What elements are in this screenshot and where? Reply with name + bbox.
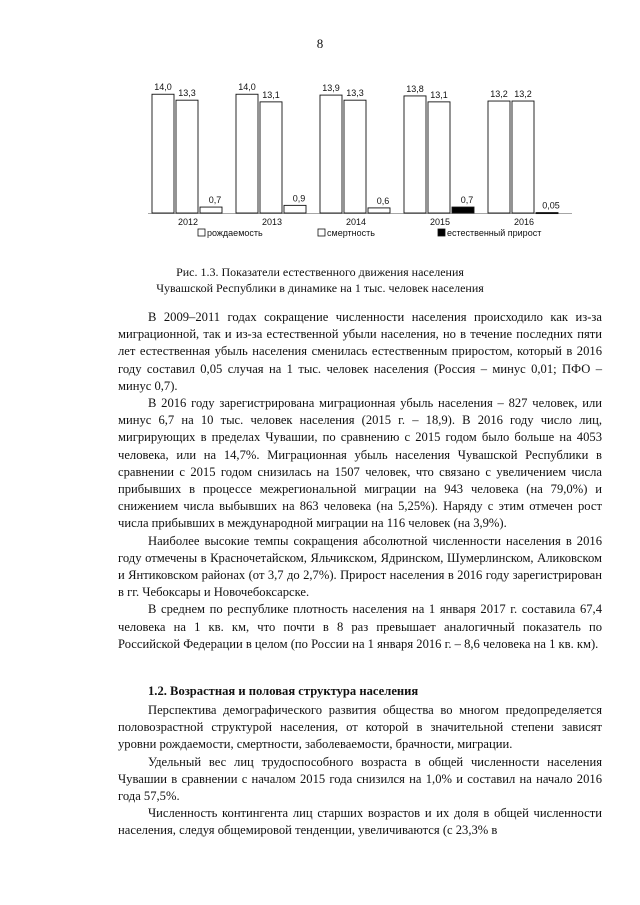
legend-swatch-0 — [198, 229, 205, 236]
data-label-1-2014: 13,3 — [346, 88, 364, 99]
x-tick-2014: 2014 — [345, 217, 367, 227]
paragraph-age-structure: Перспектива демографического развития общества во многом предопределяется половозрастной структурой населения, от которой в значительной степени зависят уровни рождаемости, смертности, заболеваемости, брачности, миграции. — [118, 703, 602, 752]
figure-caption-line-1: Рис. 1.3. Показатели естественного движения населения — [176, 265, 464, 279]
paragraph-density: В среднем по республике плотность населения на 1 января 2017 г. составила 67,4 человека на 1 кв. км, что почти в 8 раз превышает аналогичный показатель по Российской Федерации в целом (по России на 1 января 2016 г. – 8,6 человека на 1 кв. км). — [118, 602, 602, 651]
bar-0-2013 — [236, 94, 258, 213]
body-text-section-1 — [118, 309, 602, 653]
data-label-1-2013: 13,1 — [262, 89, 280, 100]
data-label-0-2014: 13,9 — [322, 83, 340, 94]
legend-label-1: смертность — [327, 228, 375, 238]
bar-1-2014 — [344, 100, 366, 213]
data-label-2-2015: 0,7 — [460, 195, 474, 206]
bar-2-2016 — [536, 213, 558, 214]
bar-0-2014 — [320, 95, 342, 213]
body-text-section-2 — [118, 702, 602, 840]
bar-1-2016 — [512, 101, 534, 213]
data-label-2-2016: 0,05 — [542, 200, 560, 211]
bar-0-2016 — [488, 101, 510, 213]
data-label-0-2013: 14,0 — [238, 82, 256, 93]
section-heading: 1.2. Возрастная и половая структура населения — [148, 684, 419, 698]
bar-0-2015 — [404, 96, 426, 213]
paragraph-migration: В 2016 году зарегистрирована миграционная убыль населения – 827 человек, или минус 6,7 на 10 тыс. человек населения (2015 г. – 18,9). В 2016 году число лиц, мигрирующих в пределах Чувашии, по сравнению с 2015 годом было больше на 4053 человека, или на 14,7%. Миграционная убыль населения Чувашской Республики в сравнении с 2015 годом снизилась на 1507 человек, что связано с увеличением числа прибывших в процессе межрегиональной миграции на 943 человека (на 79,0%) и снижением числа выбывших на 863 человека (на 5,25%). Наряду с этим отмечен рост числа прибывших в международной миграции на 116 человек (на 3,9%). — [118, 396, 602, 531]
x-tick-2016: 2016 — [513, 217, 535, 227]
paragraph-working-age: Удельный вес лиц трудоспособного возраста в общей численности населения Чувашии в сравнении с началом 2015 года снизился на 1,0% и составил на начало 2016 года 57,5%. — [118, 754, 602, 804]
data-label-2-2012: 0,7 — [208, 195, 222, 206]
bar-0-2012 — [152, 94, 174, 213]
x-tick-2012: 2012 — [177, 217, 199, 227]
data-label-1-2012: 13,3 — [178, 88, 196, 99]
bar-1-2012 — [176, 100, 198, 213]
bar-2-2014 — [368, 208, 390, 213]
natural-movement-bar-chart — [140, 78, 580, 253]
data-label-0-2012: 14,0 — [154, 82, 172, 93]
data-label-1-2015: 13,1 — [430, 89, 448, 100]
figure-caption-line-2: Чувашской Республики в динамике на 1 тыс. человек населения — [156, 281, 484, 295]
paragraph-older-ages: Численность контингента лиц старших возрастов и их доля в общей численности населения, следуя общемировой тенденции, увеличиваются (с 23,3% в — [118, 806, 602, 838]
legend-swatch-1 — [318, 229, 325, 236]
legend-label-2: естественный прирост — [447, 228, 542, 238]
data-label-2-2013: 0,9 — [292, 193, 306, 204]
paragraph-districts: Наиболее высокие темпы сокращения абсолютной численности населения в 2016 году отмечены в Красночетайском, Яльчикском, Ядринском, Шумерлинском, Аликовском и Янтиковском районах (от 3,7 до 2,7%). Прирост населения в 2016 году зарегистрирован в гг. Чебоксары и Новочебоксарске. — [118, 533, 602, 600]
bar-2-2012 — [200, 207, 222, 213]
bar-2-2013 — [284, 205, 306, 213]
data-label-1-2016: 13,2 — [514, 89, 532, 100]
data-label-2-2014: 0,6 — [376, 195, 390, 206]
page-number: 8 — [316, 36, 324, 51]
legend-label-0: рождаемость — [207, 228, 263, 238]
legend-swatch-2 — [438, 229, 445, 236]
paragraph-natural-growth: В 2009–2011 годах сокращение численности населения происходило как из-за миграционной, так и из-за естественной убыли населения, но в течение последних пяти лет естественная убыль населения сменилась естественным приростом, который в 2016 году составил 0,05 случая на 1 тыс. человек населения (Россия – минус 0,01; ПФО – минус 0,7). — [118, 310, 602, 393]
x-tick-2013: 2013 — [261, 217, 283, 227]
data-label-0-2016: 13,2 — [490, 89, 508, 100]
bar-1-2013 — [260, 102, 282, 213]
bar-2-2015 — [452, 207, 474, 213]
data-label-0-2015: 13,8 — [406, 83, 424, 94]
x-tick-2015: 2015 — [429, 217, 451, 227]
bar-1-2015 — [428, 102, 450, 213]
